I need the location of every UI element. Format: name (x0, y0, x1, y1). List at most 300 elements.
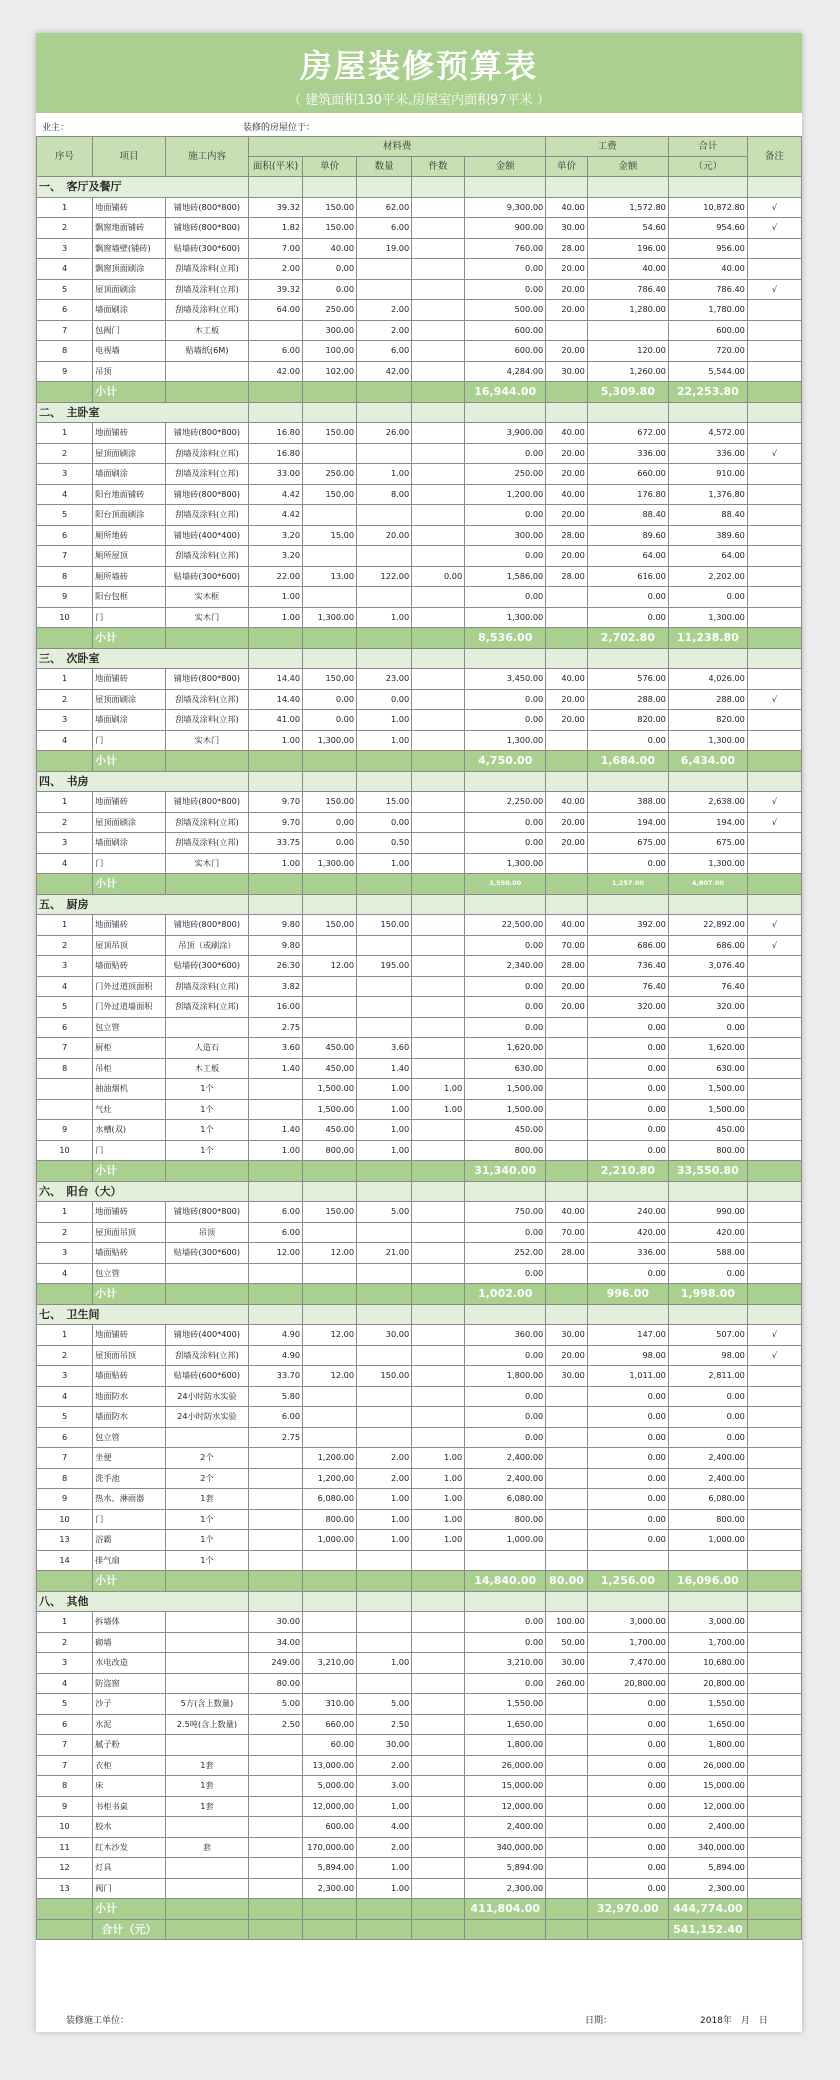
section-empty-cell (412, 402, 465, 423)
row-unit-price: 1,200.00 (303, 1468, 357, 1489)
row-material-amount: 760.00 (465, 238, 546, 259)
row-item: 阳台地面铺砖 (93, 484, 166, 505)
row-content: 刮墙及涂料(立邦) (165, 443, 248, 464)
row-unit-price: 1,300.00 (303, 730, 357, 751)
row-item: 墙面贴砖 (93, 1243, 166, 1264)
row-unit-price: 310.00 (303, 1694, 357, 1715)
section-header (37, 771, 802, 792)
row-material-amount: 0.00 (465, 546, 546, 567)
row-content: 铺地砖(400*400) (165, 525, 248, 546)
row-total: 450.00 (668, 1120, 747, 1141)
row-pieces (412, 443, 465, 464)
row-total: 3,076.40 (668, 956, 747, 977)
row-material-amount: 0.00 (465, 710, 546, 731)
subtotal-labor-unit (546, 1899, 588, 1920)
empty-cell (412, 628, 465, 649)
subtotal-material: 411,804.00 (465, 1899, 546, 1920)
table-row (37, 915, 802, 936)
row-pieces (412, 464, 465, 485)
row-item: 水槽(双) (93, 1120, 166, 1141)
subtotal-row (37, 1571, 802, 1592)
row-content: 刮墙及涂料(立邦) (165, 812, 248, 833)
header-item: 项目 (93, 137, 166, 177)
row-material-amount: 1,200.00 (465, 484, 546, 505)
row-content: 实木框 (165, 587, 248, 608)
table-row (37, 320, 802, 341)
empty-cell (587, 1919, 668, 1940)
row-pieces (412, 525, 465, 546)
row-material-amount: 0.00 (465, 259, 546, 280)
row-unit-price (303, 976, 357, 997)
section-empty-cell (546, 1304, 588, 1325)
row-area (249, 1837, 303, 1858)
row-seq: 9 (37, 1120, 93, 1141)
row-item: 腻子粉 (93, 1735, 166, 1756)
empty-cell (546, 1919, 588, 1940)
row-labor-unit: 20.00 (546, 976, 588, 997)
empty-cell (747, 1284, 801, 1305)
row-content (165, 1878, 248, 1899)
empty-cell (249, 1899, 303, 1920)
row-material-amount: 2,340.00 (465, 956, 546, 977)
section-empty-cell (587, 894, 668, 915)
subtotal-labor: 996.00 (587, 1284, 668, 1305)
row-pieces: 1.00 (412, 1509, 465, 1530)
row-unit-price: 170,000.00 (303, 1837, 357, 1858)
row-total: 1,300.00 (668, 607, 747, 628)
row-pieces (412, 1796, 465, 1817)
row-material-amount: 1,800.00 (465, 1735, 546, 1756)
row-content: 刮墙及涂料(立邦) (165, 505, 248, 526)
row-quantity: 2.00 (357, 1468, 412, 1489)
section-empty-cell (747, 894, 801, 915)
row-item: 地面铺砖 (93, 792, 166, 813)
row-total: 675.00 (668, 833, 747, 854)
row-note (747, 361, 801, 382)
row-pieces (412, 197, 465, 218)
row-unit-price: 250.00 (303, 300, 357, 321)
table-row (37, 1714, 802, 1735)
row-pieces (412, 1407, 465, 1428)
row-note (747, 1386, 801, 1407)
row-note (747, 1878, 801, 1899)
row-total: 1,000.00 (668, 1530, 747, 1551)
row-pieces (412, 1140, 465, 1161)
row-area: 5.00 (249, 1694, 303, 1715)
row-seq: 4 (37, 853, 93, 874)
row-note: √ (747, 1325, 801, 1346)
row-quantity (357, 1632, 412, 1653)
row-note (747, 525, 801, 546)
row-note (747, 1714, 801, 1735)
row-unit-price (303, 546, 357, 567)
row-seq: 10 (37, 1509, 93, 1530)
row-pieces (412, 1837, 465, 1858)
row-labor-amount: 0.00 (587, 607, 668, 628)
row-seq: 2 (37, 812, 93, 833)
section-empty-cell (747, 402, 801, 423)
row-labor-unit: 70.00 (546, 935, 588, 956)
row-area: 9.80 (249, 935, 303, 956)
row-note: √ (747, 1345, 801, 1366)
row-material-amount: 1,000.00 (465, 1530, 546, 1551)
section-empty-cell (587, 402, 668, 423)
row-material-amount: 2,400.00 (465, 1817, 546, 1838)
row-labor-amount: 616.00 (587, 566, 668, 587)
row-item: 热水、淋雨器 (93, 1489, 166, 1510)
row-unit-price: 0.00 (303, 279, 357, 300)
row-labor-unit: 20.00 (546, 464, 588, 485)
grand-total-row (37, 1919, 802, 1940)
subtotal-labor: 1,256.00 (587, 1571, 668, 1592)
row-quantity: 3.00 (357, 1776, 412, 1797)
row-material-amount: 0.00 (465, 1632, 546, 1653)
row-area: 1.82 (249, 218, 303, 239)
section-empty-cell (249, 177, 303, 198)
row-total: 2,400.00 (668, 1817, 747, 1838)
row-labor-amount: 736.40 (587, 956, 668, 977)
row-unit-price: 150.00 (303, 197, 357, 218)
row-pieces (412, 1694, 465, 1715)
row-labor-amount: 336.00 (587, 1243, 668, 1264)
section-empty-cell (668, 648, 747, 669)
row-item: 吊柜 (93, 1058, 166, 1079)
row-seq: 6 (37, 1017, 93, 1038)
row-quantity: 4.00 (357, 1817, 412, 1838)
row-area: 22.00 (249, 566, 303, 587)
table-row (37, 935, 802, 956)
row-labor-unit: 28.00 (546, 566, 588, 587)
empty-cell (747, 874, 801, 895)
empty-cell (303, 1571, 357, 1592)
row-labor-unit (546, 1550, 588, 1571)
row-material-amount: 800.00 (465, 1140, 546, 1161)
row-item: 浴霸 (93, 1530, 166, 1551)
row-area: 34.00 (249, 1632, 303, 1653)
row-seq: 3 (37, 956, 93, 977)
row-labor-amount: 660.00 (587, 464, 668, 485)
section-empty-cell (747, 1304, 801, 1325)
location-label: 装修的房屋位于： (243, 123, 316, 133)
row-labor-unit (546, 853, 588, 874)
row-material-amount: 2,250.00 (465, 792, 546, 813)
row-total: 0.00 (668, 1407, 747, 1428)
row-content: 实木门 (165, 853, 248, 874)
row-item: 地面铺砖 (93, 915, 166, 936)
row-seq: 11 (37, 1837, 93, 1858)
row-item: 气灶 (93, 1099, 166, 1120)
row-total: 0.00 (668, 1427, 747, 1448)
row-total: 6,080.00 (668, 1489, 747, 1510)
empty-cell (303, 1899, 357, 1920)
row-seq: 1 (37, 669, 93, 690)
row-unit-price: 1,300.00 (303, 607, 357, 628)
row-labor-unit (546, 1694, 588, 1715)
row-area (249, 1776, 303, 1797)
row-area (249, 1079, 303, 1100)
row-note (747, 1079, 801, 1100)
subtotal-labor-unit (546, 874, 588, 895)
row-unit-price: 40.00 (303, 238, 357, 259)
subtotal-total: 444,774.00 (668, 1899, 747, 1920)
row-labor-unit: 20.00 (546, 341, 588, 362)
row-area (249, 1509, 303, 1530)
row-note (747, 1017, 801, 1038)
row-content: 1个 (165, 1120, 248, 1141)
row-labor-unit (546, 1509, 588, 1530)
row-seq: 6 (37, 525, 93, 546)
row-item: 书柜书桌 (93, 1796, 166, 1817)
empty-cell (357, 1919, 412, 1940)
row-unit-price: 150.00 (303, 1202, 357, 1223)
row-material-amount: 5,894.00 (465, 1858, 546, 1879)
row-item: 地面铺砖 (93, 197, 166, 218)
row-labor-amount: 0.00 (587, 1735, 668, 1756)
row-labor-amount: 0.00 (587, 1530, 668, 1551)
date-label: 日期： (585, 2016, 613, 2026)
empty-cell (249, 1161, 303, 1182)
row-material-amount: 800.00 (465, 1509, 546, 1530)
row-quantity (357, 505, 412, 526)
row-area: 3.20 (249, 525, 303, 546)
empty-cell (37, 382, 93, 403)
row-material-amount: 3,900.00 (465, 423, 546, 444)
row-seq: 6 (37, 1714, 93, 1735)
row-labor-unit (546, 1407, 588, 1428)
row-total: 0.00 (668, 587, 747, 608)
row-quantity: 1.00 (357, 710, 412, 731)
row-content: 吊顶 (165, 1222, 248, 1243)
row-content: 木工板 (165, 320, 248, 341)
section-empty-cell (465, 648, 546, 669)
row-seq: 5 (37, 505, 93, 526)
subtotal-label: 小计 (93, 382, 166, 403)
row-note: √ (747, 279, 801, 300)
section-empty-cell (546, 402, 588, 423)
row-area: 1.00 (249, 1140, 303, 1161)
row-labor-amount: 0.00 (587, 1714, 668, 1735)
subtotal-material: 3,550.00 (465, 874, 546, 895)
row-pieces (412, 1345, 465, 1366)
row-labor-unit (546, 1530, 588, 1551)
row-labor-amount: 0.00 (587, 1017, 668, 1038)
row-labor-unit (546, 730, 588, 751)
row-material-amount: 1,500.00 (465, 1079, 546, 1100)
row-labor-unit (546, 1017, 588, 1038)
row-quantity: 1.00 (357, 1099, 412, 1120)
row-labor-amount: 820.00 (587, 710, 668, 731)
row-seq: 8 (37, 1058, 93, 1079)
row-labor-amount: 0.00 (587, 1407, 668, 1428)
row-pieces: 1.00 (412, 1530, 465, 1551)
row-unit-price: 12.00 (303, 956, 357, 977)
row-pieces (412, 341, 465, 362)
row-pieces (412, 320, 465, 341)
row-labor-amount: 120.00 (587, 341, 668, 362)
row-seq: 5 (37, 279, 93, 300)
row-material-amount: 250.00 (465, 464, 546, 485)
empty-cell (357, 1899, 412, 1920)
row-item: 屋顶面吊顶 (93, 1222, 166, 1243)
section-title: 一、 客厅及餐厅 (37, 177, 249, 198)
row-area (249, 1099, 303, 1120)
row-labor-unit (546, 1755, 588, 1776)
row-labor-amount: 0.00 (587, 1509, 668, 1530)
row-material-amount: 22,500.00 (465, 915, 546, 936)
row-total: 88.40 (668, 505, 747, 526)
row-note (747, 1202, 801, 1223)
row-item: 厕所墙砖 (93, 566, 166, 587)
row-note (747, 1222, 801, 1243)
section-empty-cell (412, 771, 465, 792)
row-quantity: 5.00 (357, 1202, 412, 1223)
row-material-amount: 0.00 (465, 935, 546, 956)
row-labor-unit: 30.00 (546, 1325, 588, 1346)
row-note (747, 1632, 801, 1653)
row-item: 坐便 (93, 1448, 166, 1469)
section-title: 八、 其他 (37, 1591, 249, 1612)
row-labor-amount: 686.00 (587, 935, 668, 956)
row-seq: 12 (37, 1858, 93, 1879)
section-empty-cell (303, 1591, 357, 1612)
row-total: 4,572.00 (668, 423, 747, 444)
row-note (747, 1140, 801, 1161)
row-area: 30.00 (249, 1612, 303, 1633)
row-labor-unit: 20.00 (546, 997, 588, 1018)
row-note (747, 1550, 801, 1571)
table-row (37, 853, 802, 874)
row-labor-unit: 20.00 (546, 443, 588, 464)
row-content: 铺地砖(800*800) (165, 218, 248, 239)
row-content: 铺地砖(800*800) (165, 792, 248, 813)
row-labor-amount: 1,260.00 (587, 361, 668, 382)
row-content: 铺地砖(400*400) (165, 1325, 248, 1346)
row-seq: 1 (37, 1612, 93, 1633)
subtotal-labor: 5,309.80 (587, 382, 668, 403)
row-unit-price (303, 1345, 357, 1366)
row-note (747, 1427, 801, 1448)
row-unit-price: 0.00 (303, 833, 357, 854)
row-labor-unit (546, 1735, 588, 1756)
row-quantity (357, 1612, 412, 1633)
row-pieces (412, 853, 465, 874)
table-row (37, 423, 802, 444)
row-labor-amount: 0.00 (587, 1386, 668, 1407)
row-material-amount: 0.00 (465, 1427, 546, 1448)
row-total: 288.00 (668, 689, 747, 710)
section-title: 四、 书房 (37, 771, 249, 792)
row-labor-unit (546, 1858, 588, 1879)
row-labor-unit (546, 1263, 588, 1284)
row-seq (37, 1079, 93, 1100)
row-content: 1套 (165, 1776, 248, 1797)
row-quantity (357, 587, 412, 608)
row-pieces (412, 1017, 465, 1038)
section-empty-cell (587, 1591, 668, 1612)
row-area: 9.80 (249, 915, 303, 936)
row-seq: 14 (37, 1550, 93, 1571)
row-note: √ (747, 443, 801, 464)
row-note (747, 997, 801, 1018)
row-total: 420.00 (668, 1222, 747, 1243)
header-content: 施工内容 (165, 137, 248, 177)
row-unit-price: 150.00 (303, 218, 357, 239)
row-labor-unit: 20.00 (546, 710, 588, 731)
row-item: 抽油烟机 (93, 1079, 166, 1100)
row-note (747, 833, 801, 854)
empty-cell (465, 1919, 546, 1940)
row-item: 包立管 (93, 1427, 166, 1448)
header-row-1 (37, 137, 802, 157)
table-row (37, 1448, 802, 1469)
row-item: 门 (93, 1509, 166, 1530)
row-content: 贴墙纸(6M) (165, 341, 248, 362)
row-note (747, 1448, 801, 1469)
row-total: 12,000.00 (668, 1796, 747, 1817)
row-note: √ (747, 197, 801, 218)
row-material-amount: 340,000.00 (465, 1837, 546, 1858)
row-labor-amount: 0.00 (587, 1817, 668, 1838)
row-labor-amount: 1,700.00 (587, 1632, 668, 1653)
empty-cell (165, 751, 248, 772)
table-row (37, 997, 802, 1018)
empty-cell (249, 382, 303, 403)
row-pieces (412, 956, 465, 977)
row-unit-price: 13.00 (303, 566, 357, 587)
row-quantity: 1.00 (357, 1858, 412, 1879)
empty-cell (412, 1284, 465, 1305)
empty-cell (249, 1284, 303, 1305)
row-content: 刮墙及涂料(立邦) (165, 833, 248, 854)
row-unit-price: 150.00 (303, 669, 357, 690)
empty-cell (37, 751, 93, 772)
row-total: 1,800.00 (668, 1735, 747, 1756)
row-area: 5.80 (249, 1386, 303, 1407)
empty-cell (357, 1284, 412, 1305)
section-header (37, 1181, 802, 1202)
row-item: 灯具 (93, 1858, 166, 1879)
row-unit-price: 102.00 (303, 361, 357, 382)
row-unit-price (303, 1673, 357, 1694)
row-total: 956.00 (668, 238, 747, 259)
row-total: 2,202.00 (668, 566, 747, 587)
row-area (249, 1796, 303, 1817)
row-pieces (412, 300, 465, 321)
row-item: 门外过道顶面积 (93, 976, 166, 997)
section-title: 三、 次卧室 (37, 648, 249, 669)
row-seq: 1 (37, 197, 93, 218)
section-empty-cell (303, 402, 357, 423)
subtotal-labor: 2,210.80 (587, 1161, 668, 1182)
row-quantity (357, 1427, 412, 1448)
row-material-amount: 3,450.00 (465, 669, 546, 690)
row-pieces (412, 423, 465, 444)
row-material-amount: 1,300.00 (465, 607, 546, 628)
subtotal-material: 4,750.00 (465, 751, 546, 772)
row-seq: 2 (37, 1632, 93, 1653)
row-total: 40.00 (668, 259, 747, 280)
row-quantity: 1.40 (357, 1058, 412, 1079)
row-labor-amount: 3,000.00 (587, 1612, 668, 1633)
section-empty-cell (303, 1304, 357, 1325)
row-labor-amount: 0.00 (587, 587, 668, 608)
row-labor-unit: 20.00 (546, 689, 588, 710)
row-unit-price (303, 587, 357, 608)
row-material-amount (465, 1550, 546, 1571)
row-area (249, 1817, 303, 1838)
row-area: 33.75 (249, 833, 303, 854)
subtotal-label: 小计 (93, 874, 166, 895)
